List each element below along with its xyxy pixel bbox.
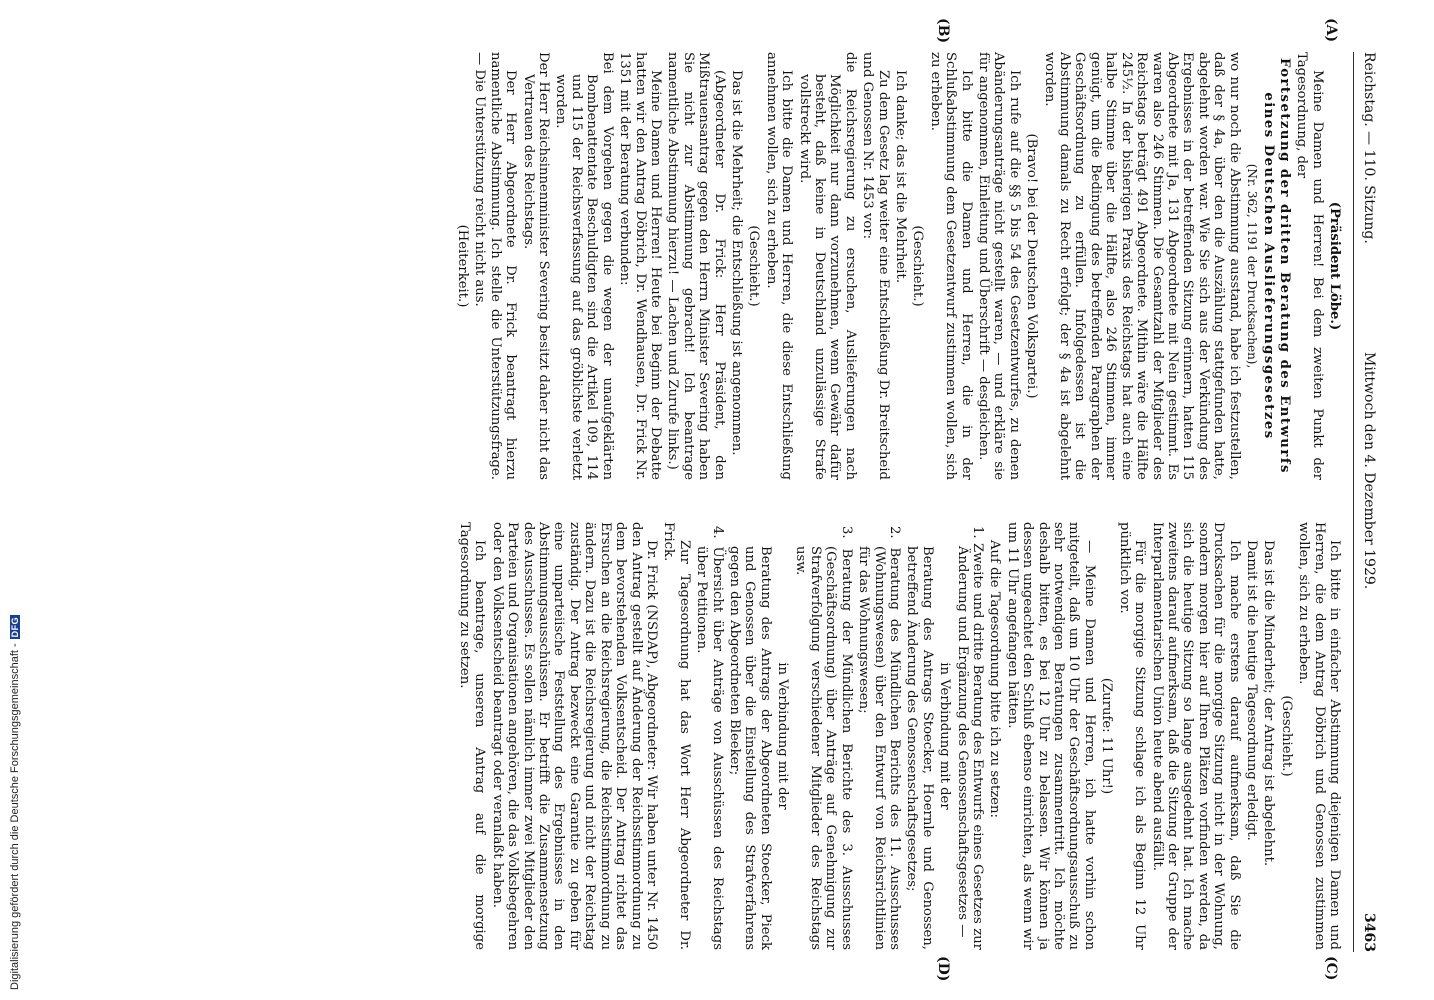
- interjection: (Zurufe: 11 Uhr!): [1099, 677, 1115, 795]
- left-column: [453, 52, 1342, 480]
- paragraph: Meine Damen und Herren! Heute bei Beginn der Debatte hatten wir den Antrag Döbrich, Dr. Wendhausen, Dr. Frick Nr. 1351 mit der Beratung verbunden:: [617, 52, 663, 480]
- agenda-connector: in Verbindung mit der: [775, 662, 791, 810]
- paragraph: Ich rufe auf die §§ 5 bis 54 des Gesetzentwurfes, zu denen Abänderungsanträge nicht gestellt waren, — und erkläre sie für angenommen, Einleitung und Überschrift — desgleichen.: [976, 52, 1022, 480]
- agenda-item-continued: Beratung des Antrags Stoecker, Hoernle und Genossen, betreffend Änderung des Genossenschaftsgesetzes;: [904, 546, 935, 950]
- paragraph: Ich bitte in einfacher Abstimmung diejenigen Damen und Herren, die dem Antrag Döbrich und Genossen zustimmen wollen, sich zu erheben.: [1296, 522, 1342, 950]
- paragraph: Das ist die Minderheit; der Antrag ist abgelehnt.: [1261, 540, 1277, 867]
- agenda-title: Fortsetzung der dritten Beratung des Entwurfs eines Deutschen Auslieferungsgesetzes: [1261, 58, 1292, 474]
- dfg-logo: DFG: [10, 616, 20, 638]
- paragraph: Für die morgige Sitzung schlage ich als Beginn 12 Uhr pünktlich vor.: [1116, 522, 1148, 950]
- interjection: (Heiterkeit.): [455, 224, 471, 308]
- paragraph: Ich beantrage, unseren Antrag auf die morgige Tagesordnung zu setzen.: [457, 522, 488, 950]
- interjection: (Bravo! bei der Deutschen Volkspartei.): [1024, 133, 1040, 399]
- margin-mark-a: (A): [1323, 18, 1339, 43]
- agenda-item: 1. Zweite und dritte Beratung des Entwurfs eines Gesetzes zur Änderung und Ergänzung des Genossenschaftsgesetzes —: [954, 526, 986, 950]
- scanned-page: [20, 12, 1420, 992]
- quoted-motion: Bei dem Vorgehen gegen die wegen der unaufgeklärten Bombenattentate Beschuldigten sind die Artikel 109, 114 und 115 der Reichsverfassung auf das gröblichste verletzt worden.: [553, 52, 615, 480]
- interjection: (Geschieht.): [746, 225, 762, 307]
- paragraph: Ich bitte die Damen und Herren, die in der Schlußabstimmung dem Gesetzentwurf zustimmen wollen, sich zu erheben.: [927, 52, 974, 480]
- quoted-motion: Der Herr Reichsinnenminister Severing besitzt daher nicht das Vertrauen des Reichstags.: [520, 52, 552, 480]
- agenda-item-continued: Beratung des Antrags der Abgeordneten Stoecker, Pieck und Genossen über die Einstellung des Strafverfahrens gegen den Abgeordneten Bleeker;: [726, 546, 773, 950]
- agenda-item: 3. Beratung der Mündlichen Berichte des 3. Ausschusses (Geschäftsordnung) über Anträge auf Genehmigung zur Strafverfolgung verschiedener Mitglieder des Reichstags usw.: [792, 526, 854, 950]
- paragraph: Meine Damen und Herren! Bei dem zweiten Punkt der Tagesordnung, der: [1294, 52, 1325, 480]
- page-number: 3463: [1361, 913, 1377, 952]
- paragraph: Damit ist die heutige Tagesordnung erledigt.: [1243, 540, 1259, 841]
- header-date: Mittwoch den 4. Dezember 1929.: [1361, 352, 1377, 590]
- paragraph: Das ist die Mehrheit; die Entschließung ist angenommen.: [728, 70, 744, 456]
- agenda-item: 2. Beratung des Mündlichen Berichts des 11. Ausschusses (Wohnungswesen) über den Entwurf von Reichsrichtlinien für das Wohnungswesen;: [856, 526, 903, 950]
- interjection-block: (Abgeordneter Dr. Frick: Herr Präsident, den Mißtrauensantrag gegen den Herrn Minister Severing haben Sie nicht zur Abstimmung gebracht! Ich beantrage namentliche Abstimmung hierzu! — Lachen und Zurufe links.): [665, 52, 727, 480]
- interjection: (Geschieht.): [1278, 695, 1294, 777]
- right-column: [455, 522, 1342, 950]
- paragraph: Zu dem Gesetz lag weiter eine Entschließung Dr. Breitscheid und Genossen Nr. 1453 vor:: [860, 52, 891, 480]
- paragraph: Auf die Tagesordnung bitte ich zu setzen:: [987, 540, 1003, 818]
- quoted-resolution: die Reichsregierung zu ersuchen, Auslieferungen nach Möglichkeit nur dann vorzunehmen, wenn Gewähr dafür besteht, daß keine in Deutschland unzulässige Strafe vollstreckt wird.: [796, 52, 858, 480]
- agenda-connector: in Verbindung mit der: [937, 662, 953, 810]
- speech-paragraph: Dr. Frick (NSDAP), Abgeordneter: Wir haben unter Nr. 1450 den Antrag gestellt auf Änderung der Reichsstimmordnung zu dem bevorstehenden Volksentscheid. Der Antrag richtet das Ersuchen an die Reichsregierung, die Reichsstimmordnung zu ändern. Dazu ist die Reichsregierung und nicht der Reichstag zuständig. Der Antrag bezweckt eine Garantie zu geben für eine unparteiische Feststellung des Ergebnisses in den Abstimmungsausschüssen. Er betrifft die Zusammensetzung des Ausschusses. Es sollen nämlich immer zwei Mitglieder den Parteien und Organisationen angehören, die das Volksbegehren oder den Volksentscheid beantragt oder veranlaßt haben.: [489, 522, 659, 950]
- digitization-credit: [0, 0, 21, 1000]
- paragraph: Zur Tagesordnung hat das Wort Herr Abgeordneter Dr. Frick.: [661, 522, 692, 950]
- paragraph: Ich mache erstens darauf aufmerksam, daß Sie die Drucksachen für die morgige Sitzung nicht in der Wohnung, sondern morgen hier auf Ihren Plätzen vorfinden werden, da sich die heutige Sitzung so lange ausgedehnt hat. Ich mache zweitens darauf aufmerksam, daß die Sitzung der Gruppe der Interparlamentarischen Union heute abend ausfällt.: [1149, 522, 1242, 950]
- speaker-label: (Präsident Löbe.): [1327, 201, 1342, 331]
- paragraph: Ich bitte die Damen und Herren, die diese Entschließung annehmen wollen, sich zu erheben.: [763, 52, 795, 480]
- margin-mark-c: (C): [1323, 956, 1339, 981]
- paragraph: Der Herr Abgeordnete Dr. Frick beantragt hierzu namentliche Abstimmung. Ich stelle die Unterstützungsfrage. — Die Unterstützung reicht nicht aus.: [472, 52, 519, 480]
- paragraph: Ich danke; das ist die Mehrheit.: [893, 70, 909, 284]
- margin-mark-b: (B): [935, 18, 951, 44]
- interjection: (Geschieht.): [910, 225, 926, 307]
- paragraph: — Meine Damen und Herren, ich hatte vorhin schon mitgeteilt, daß um 10 Uhr der Geschäftsordnungsausschuß zu sehr notwendigen Beratungen zusammentritt. Ich möchte deshalb bitten, es bei 12 Uhr zu belassen. Wir können ja dessen ungeachtet den Schluß ebenso einrichten, als wenn wir um 11 Uhr angefangen hätten.: [1004, 522, 1097, 950]
- margin-mark-d: (D): [935, 956, 951, 982]
- credit-text: Digitalisierung gefördert durch die Deutsche Forschungsgemeinschaft -: [9, 643, 21, 990]
- agenda-item: 4. Übersicht über Anträge von Ausschüssen des Reichstags über Petitionen.: [694, 526, 725, 950]
- paragraph: wo nur noch die Abstimmung ausstand, habe ich festzustellen, daß der § 4a, über den die Auszählung stattgefunden hatte, abgelehnt worden war. Wie Sie sich aus der Verkündung des Ergebnisses in der betreffenden Sitzung erinnern, hatten 115 Abgeordnete mit Ja, 131 Abgeordnete mit Nein gestimmt. Es waren also 246 Stimmen. Die Gesamtzahl der Mitglieder des Reichstags beträgt 491 Abgeordnete. Mithin wäre die Hälfte 245½. In der bisherigen Praxis des Reichstags hat auch eine halbe Stimme über die Hälfte, also 246 Stimmen, immer genügt, um die Bedingung des betreffenden Paragraphen der Geschäftsordnung zu erfüllen. Infolgedessen ist die Abstimmung damals zu Recht erfolgt; der § 4a ist abgelehnt worden.: [1041, 52, 1242, 480]
- header-session: Reichstag. — 110. Sitzung.: [1361, 52, 1377, 244]
- page-header: [1353, 52, 1378, 952]
- drucksache-ref: (Nr. 362, 1191 der Drucksachen),: [1244, 163, 1259, 369]
